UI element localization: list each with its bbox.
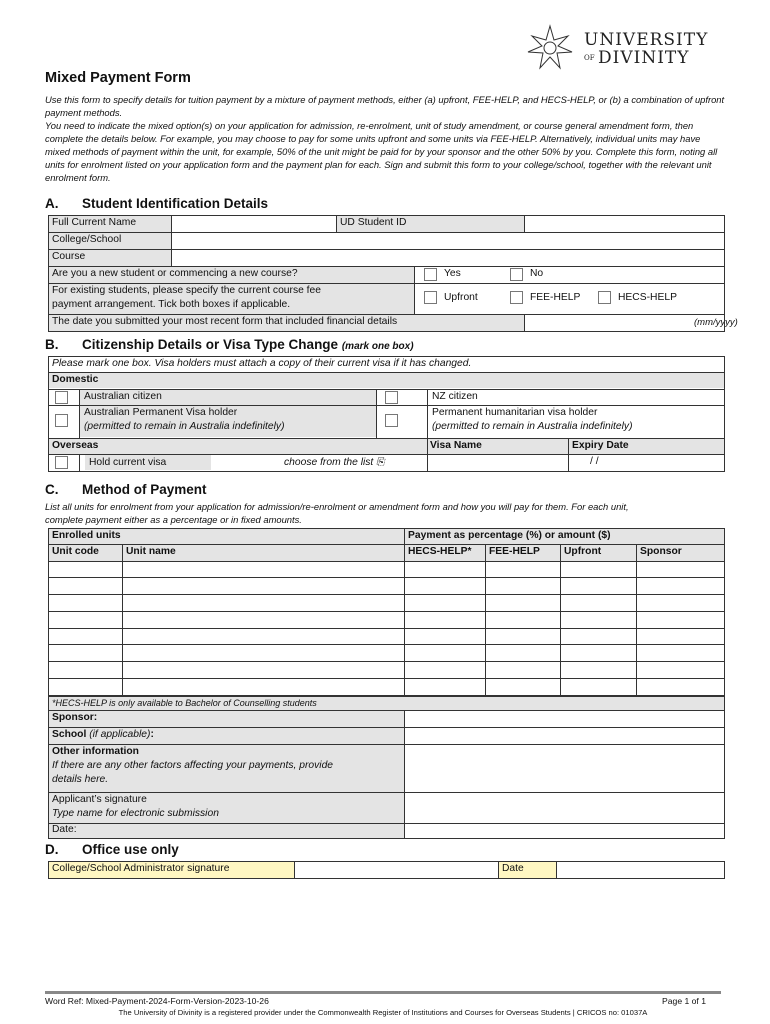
no-label: No <box>530 268 544 279</box>
other-info-input[interactable] <box>404 744 724 792</box>
section-title: Office use only <box>82 842 179 857</box>
school-label-hint: (if applicable) <box>89 729 151 740</box>
hecs-help-input[interactable] <box>404 595 485 612</box>
col-unit-code: Unit code <box>48 544 122 561</box>
enrolled-units-heading: Enrolled units <box>48 528 404 544</box>
no-checkbox[interactable] <box>510 268 523 281</box>
section-letter: C. <box>45 482 59 497</box>
upfront-input[interactable] <box>560 595 636 612</box>
sponsor-amount-input[interactable] <box>636 561 724 578</box>
hold-visa-label: Hold current visa <box>85 455 211 470</box>
sponsor-input[interactable] <box>404 710 724 727</box>
overseas-heading: Overseas <box>48 438 426 454</box>
hecs-help-input[interactable] <box>404 662 485 679</box>
sponsor-amount-input[interactable] <box>636 646 724 663</box>
humanitarian-visa-line2: (permitted to remain in Australia indefinitely) <box>432 421 633 432</box>
visa-name-heading: Visa Name <box>426 438 568 454</box>
unit-code-input[interactable] <box>48 646 122 663</box>
signature-title: Applicant’s signature <box>52 794 147 805</box>
other-info-line3: details here. <box>52 774 109 785</box>
hecs-help-input[interactable] <box>404 646 485 663</box>
unit-code-input[interactable] <box>48 612 122 629</box>
existing-students-question <box>48 283 414 314</box>
signature-input[interactable] <box>404 792 724 823</box>
unit-name-input[interactable] <box>122 662 404 679</box>
sponsor-amount-input[interactable] <box>636 662 724 679</box>
sponsor-label: Sponsor: <box>48 710 404 727</box>
signature-hint: Type name for electronic submission <box>52 808 219 819</box>
col-fee-help: FEE-HELP <box>485 544 560 561</box>
permanent-visa-label <box>80 405 376 437</box>
signature-label <box>48 792 404 823</box>
unit-name-input[interactable] <box>122 595 404 612</box>
hecs-help-input[interactable] <box>404 612 485 629</box>
fee-help-checkbox[interactable] <box>510 291 523 304</box>
visa-type-dropdown[interactable]: choose from the list ⎘ <box>284 457 385 468</box>
college-input[interactable] <box>171 232 724 249</box>
date-format-hint: (mm/yyyy) <box>694 317 738 328</box>
payment-heading: Payment as percentage (%) or amount ($) <box>404 528 724 544</box>
hecs-footnote: *HECS-HELP is only available to Bachelor of Counselling students <box>48 696 724 710</box>
fee-help-input[interactable] <box>485 595 560 612</box>
humanitarian-visa-checkbox[interactable] <box>385 414 398 427</box>
hecs-help-input[interactable] <box>404 578 485 595</box>
sponsor-amount-input[interactable] <box>636 612 724 629</box>
university-logo <box>526 24 716 74</box>
sponsor-amount-input[interactable] <box>636 679 724 696</box>
unit-name-input[interactable] <box>122 578 404 595</box>
full-name-input[interactable] <box>171 215 336 232</box>
upfront-input[interactable] <box>560 612 636 629</box>
logo-text-divinity: DIVINITY <box>598 48 690 68</box>
upfront-checkbox[interactable] <box>424 291 437 304</box>
unit-name-input[interactable] <box>122 679 404 696</box>
unit-code-input[interactable] <box>48 629 122 646</box>
intro-paragraph-2: You need to indicate the mixed option(s) on your application for admission, re-enrolment, unit of study amendment, or course general amendment form, then complete the details below. For example, you may choose to pay for some units upfront and some units via FEE-HELP. Alternatively, individual units may have mixed methods of payment within the unit, for example, 50% of the unit might be paid for by your sponsor and the other 50% by you. Complete this form, noting all units for enrolment listed on your application form and the payment plan for each. Sign and submit this form to your college/school, together with the relevant unit enrolment form. <box>45 120 718 183</box>
intro-text <box>45 93 725 184</box>
date-input[interactable] <box>404 823 724 838</box>
course-input[interactable] <box>171 249 724 266</box>
section-b-heading <box>45 337 414 352</box>
nz-citizen-checkbox[interactable] <box>385 391 398 404</box>
hecs-help-input[interactable] <box>404 629 485 646</box>
upfront-input[interactable] <box>560 679 636 696</box>
date-submitted-label: The date you submitted your most recent form that included financial details <box>48 314 524 331</box>
upfront-input[interactable] <box>560 561 636 578</box>
fee-help-input[interactable] <box>485 629 560 646</box>
school-label <box>48 727 404 744</box>
fee-help-input[interactable] <box>485 578 560 595</box>
full-name-label: Full Current Name <box>48 215 171 232</box>
other-info-line2: If there are any other factors affecting your payments, provide <box>52 760 334 771</box>
hold-visa-checkbox[interactable] <box>55 456 68 469</box>
visa-note: Please mark one box. Visa holders must attach a copy of their current visa if it has changed. <box>52 358 472 369</box>
permanent-visa-line1: Australian Permanent Visa holder <box>84 407 238 418</box>
ud-student-id-input[interactable] <box>524 215 724 232</box>
sponsor-amount-input[interactable] <box>636 578 724 595</box>
unit-name-input[interactable] <box>122 561 404 578</box>
upfront-label: Upfront <box>444 292 478 303</box>
star-emblem-icon <box>526 24 574 72</box>
fee-help-input[interactable] <box>485 679 560 696</box>
section-title: Student Identification Details <box>82 196 269 211</box>
australian-citizen-label: Australian citizen <box>80 389 376 405</box>
office-date-label: Date <box>498 861 556 878</box>
course-label: Course <box>48 249 171 266</box>
school-label-text: School <box>52 729 87 740</box>
permanent-visa-checkbox[interactable] <box>55 414 68 427</box>
humanitarian-visa-line1: Permanent humanitarian visa holder <box>432 407 598 418</box>
unit-code-input[interactable] <box>48 595 122 612</box>
permanent-visa-line2: (permitted to remain in Australia indefinitely) <box>84 421 285 432</box>
section-letter: A. <box>45 196 59 211</box>
unit-name-input[interactable] <box>122 646 404 663</box>
logo-text-university: UNIVERSITY <box>584 30 709 50</box>
new-student-question: Are you a new student or commencing a new course? <box>48 266 414 283</box>
section-d-heading <box>45 842 179 857</box>
section-c-heading <box>45 482 207 497</box>
ud-student-id-label: UD Student ID <box>336 215 524 232</box>
col-hecs-help: HECS-HELP* <box>404 544 485 561</box>
other-info-label <box>48 744 404 792</box>
fee-help-input[interactable] <box>485 646 560 663</box>
domestic-heading: Domestic <box>48 372 724 388</box>
existing-question-line2: payment arrangement. Tick both boxes if applicable. <box>52 299 291 310</box>
fee-help-label: FEE-HELP <box>530 292 581 303</box>
unit-name-input[interactable] <box>122 629 404 646</box>
upfront-input[interactable] <box>560 662 636 679</box>
other-info-title: Other information <box>52 746 139 757</box>
provider-statement: The University of Divinity is a registered provider under the Commonwealth Register of Institutions and Courses for Overseas Students | CRICOS no: 01037A <box>118 1008 648 1017</box>
school-label-colon: : <box>150 729 154 740</box>
fee-help-input[interactable] <box>485 612 560 629</box>
nz-citizen-label: NZ citizen <box>432 391 478 402</box>
section-a-heading <box>45 196 268 211</box>
payment-note-line2: complete payment either as a percentage or in fixed amounts. <box>45 514 302 525</box>
unit-name-input[interactable] <box>122 612 404 629</box>
section-title: Method of Payment <box>82 482 207 497</box>
fee-help-input[interactable] <box>485 561 560 578</box>
logo-text-of: OF <box>584 54 595 62</box>
col-unit-name: Unit name <box>122 544 404 561</box>
expiry-date-heading: Expiry Date <box>568 438 724 454</box>
section-letter: D. <box>45 842 59 857</box>
expiry-date-input[interactable]: / / <box>590 456 599 467</box>
hecs-help-input[interactable] <box>404 561 485 578</box>
hecs-help-input[interactable] <box>404 679 485 696</box>
fee-help-input[interactable] <box>485 662 560 679</box>
yes-label: Yes <box>444 268 461 279</box>
humanitarian-visa-label <box>428 405 724 437</box>
intro-paragraph-1: Use this form to specify details for tuition payment by a mixture of payment methods, either (a) upfront, FEE-HELP, and HECS-HELP, or (b) a combination of upfront payment methods. <box>45 94 725 118</box>
college-label: College/School <box>48 232 171 249</box>
word-ref: Word Ref: Mixed-Payment-2024-Form-Version-2023-10-26 <box>45 996 269 1006</box>
office-date-input[interactable] <box>556 861 724 878</box>
existing-question-line1: For existing students, please specify the current course fee <box>52 285 322 296</box>
admin-signature-label: College/School Administrator signature <box>48 861 294 878</box>
date-label: Date: <box>48 823 404 838</box>
unit-code-input[interactable] <box>48 679 122 696</box>
section-subtitle: (mark one box) <box>341 341 414 352</box>
section-title: Citizenship Details or Visa Type Change <box>82 337 339 352</box>
page-title: Mixed Payment Form <box>45 70 191 86</box>
unit-code-input[interactable] <box>48 662 122 679</box>
hecs-help-label: HECS-HELP <box>618 292 677 303</box>
col-upfront: Upfront <box>560 544 636 561</box>
yes-checkbox[interactable] <box>424 268 437 281</box>
col-sponsor: Sponsor <box>636 544 724 561</box>
payment-note-line1: List all units for enrolment from your application for admission/re-enrolment or amendment form and how you will pay for them. For each unit, <box>45 501 629 512</box>
sponsor-amount-input[interactable] <box>636 595 724 612</box>
australian-citizen-checkbox[interactable] <box>55 391 68 404</box>
visa-name-input[interactable] <box>426 454 568 471</box>
unit-code-input[interactable] <box>48 561 122 578</box>
hecs-help-checkbox[interactable] <box>598 291 611 304</box>
payment-note <box>45 500 725 526</box>
page-number: Page 1 of 1 <box>662 996 706 1006</box>
upfront-input[interactable] <box>560 629 636 646</box>
section-letter: B. <box>45 337 59 352</box>
unit-code-input[interactable] <box>48 578 122 595</box>
upfront-input[interactable] <box>560 578 636 595</box>
footer-divider <box>45 991 721 994</box>
school-input[interactable] <box>404 727 724 744</box>
admin-signature-input[interactable] <box>294 861 498 878</box>
sponsor-amount-input[interactable] <box>636 629 724 646</box>
upfront-input[interactable] <box>560 646 636 663</box>
